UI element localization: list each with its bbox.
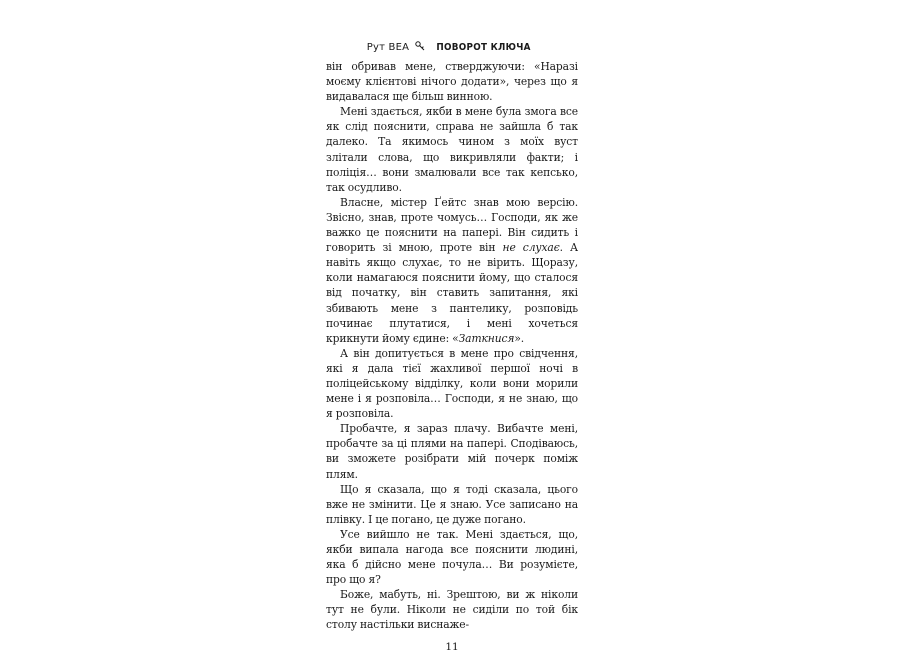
paragraph-7: Усе вийшло не так. Мені здається, що, якби випала нагода все пояснити людині, яка б дійсно мене почула… Ви розумієте, про що я? <box>326 527 578 587</box>
paragraph-6: Що я сказала, що я тоді сказала, цього вже не змінити. Це я знаю. Усе записано на плівку. І це погано, це дуже погано. <box>326 482 578 526</box>
book-page <box>326 40 578 653</box>
paragraph-2: Мені здається, якби в мене була змога все як слід пояснити, справа не зайшла б так далеко. Та якимось чином з моїх вуст злітали слова, що викривляли факти; і поліція… вони змалювали все так кепсько, так осудливо. <box>326 105 578 194</box>
paragraph-4: А він допитується в мене про свідчення, які я дала тієї жахливої першої ночі в поліцейському відділку, коли вони морили мене і я розповіла… Господи, я не знаю, що я розповіла. <box>326 346 578 421</box>
running-head-author: Рут ВЕА <box>366 42 410 53</box>
running-head-title: ПОВОРОТ КЛЮЧА <box>436 42 531 53</box>
paragraph-3-part-1: Власне, містер Ґейтс знав мою версію. Звісно, знав, проте чомусь… Господи, як же важко це пояснити на папері. Він сидить і говорить зі мною, проте він <box>326 195 578 255</box>
paragraph-3-part-2: . А навіть якщо слухає, то не вірить. Щоразу, коли намагаюся пояснити йому, що сталося від початку, він ставить запитання, які збивають мене з пантелику, розповідь починає плутатися, і мені хочеться крикнути йому єдине: « <box>326 241 578 345</box>
key-icon <box>415 41 425 51</box>
running-head <box>326 40 578 54</box>
page-number: 11 <box>445 640 459 653</box>
paragraph-3 <box>326 195 578 346</box>
paragraph-1: він обривав мене, стверджуючи: «Наразі моєму клієнтові нічого додати», через що я видавалася ще більш винною. <box>326 60 578 104</box>
paragraph-8: Боже, мабуть, ні. Зрештою, ви ж ніколи тут не були. Ніколи не сиділи по той бік столу настільки виснаже- <box>326 588 578 632</box>
body-text <box>326 59 578 633</box>
paragraph-3-emphasis: не слухає <box>502 241 560 255</box>
paragraph-3-part-3: ». <box>514 331 525 345</box>
paragraph-5: Пробачте, я зараз плачу. Вибачте мені, пробачте за ці плями на папері. Сподіваюсь, ви зможете розібрати мій почерк поміж плям. <box>326 422 578 481</box>
paragraph-3-emphasis-2: Заткнися <box>458 331 515 345</box>
